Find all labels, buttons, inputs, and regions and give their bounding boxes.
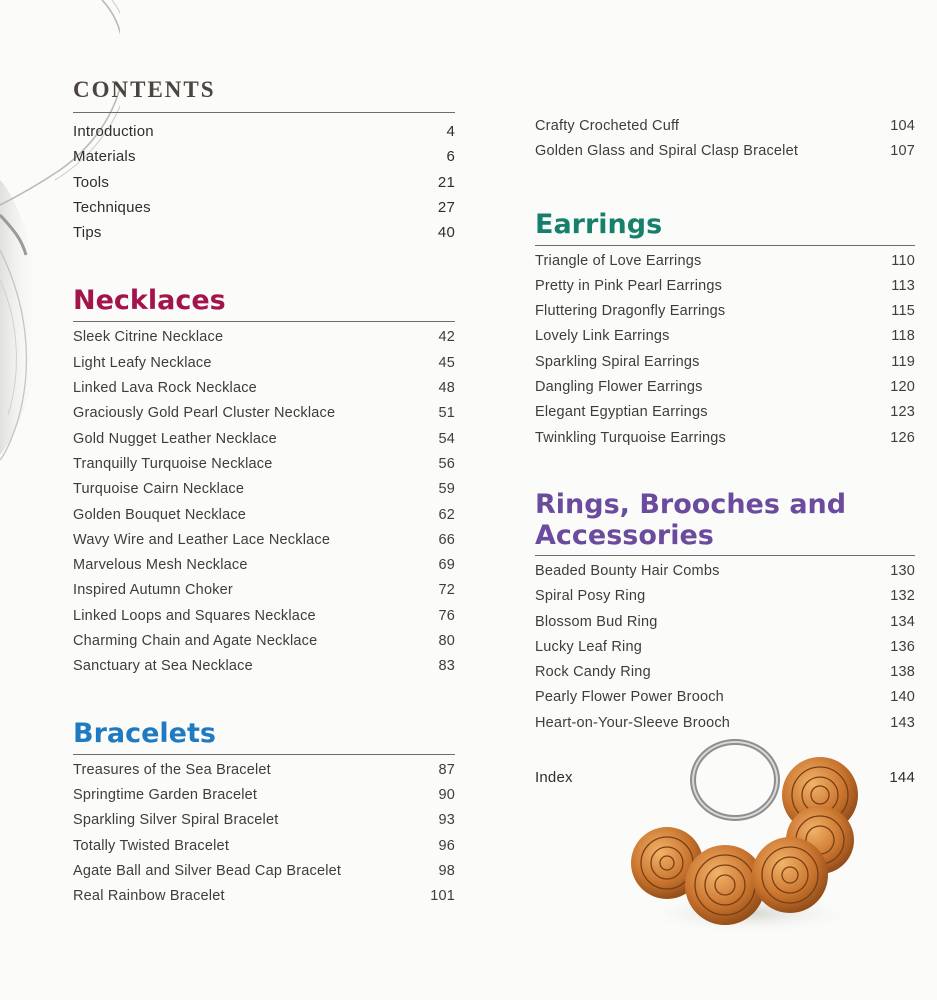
toc-entry[interactable] <box>73 557 455 582</box>
entry-title: Treasures of the Sea Bracelet <box>73 761 271 778</box>
toc-entry[interactable] <box>535 614 915 639</box>
toc-entry[interactable] <box>535 354 915 379</box>
entry-title: Golden Glass and Spiral Clasp Bracelet <box>535 143 799 160</box>
entry-page: 87 <box>438 761 455 778</box>
toc-entry[interactable] <box>73 812 455 837</box>
bracelets-heading: Bracelets <box>73 718 455 755</box>
entry-title: Linked Loops and Squares Necklace <box>73 607 316 624</box>
entry-page: 59 <box>438 481 455 498</box>
toc-entry[interactable] <box>535 253 915 278</box>
toc-entry[interactable] <box>535 278 915 303</box>
entry-title: Tranquilly Turquoise Necklace <box>73 455 273 472</box>
toc-entry[interactable] <box>73 787 455 812</box>
entry-page: 107 <box>890 143 915 160</box>
entry-page: 56 <box>438 455 455 472</box>
entry-page: 98 <box>438 862 455 879</box>
entry-title: Introduction <box>73 123 154 140</box>
toc-entry[interactable] <box>535 639 915 664</box>
toc-entry[interactable] <box>73 762 455 787</box>
necklaces-heading: Necklaces <box>73 285 455 322</box>
entry-page: 83 <box>438 658 455 675</box>
bracelets-list <box>73 762 455 914</box>
entry-page: 130 <box>890 562 915 579</box>
entry-page: 126 <box>890 429 915 446</box>
entry-page: 138 <box>890 664 915 681</box>
entry-title: Heart-on-Your-Sleeve Brooch <box>535 714 731 731</box>
toc-entry[interactable] <box>73 608 455 633</box>
entry-page: 62 <box>438 506 455 523</box>
entry-title: Totally Twisted Bracelet <box>73 837 230 854</box>
entry-page: 21 <box>437 173 455 191</box>
bracelets-list-continued <box>535 118 915 169</box>
intro-list <box>73 123 455 249</box>
entry-title: Golden Bouquet Necklace <box>73 506 247 523</box>
entry-title: Gold Nugget Leather Necklace <box>73 430 277 447</box>
entry-page: 27 <box>437 198 455 216</box>
entry-title: Sparkling Silver Spiral Bracelet <box>73 812 279 829</box>
entry-title: Agate Ball and Silver Bead Cap Bracelet <box>73 862 342 879</box>
entry-page: 115 <box>891 303 915 320</box>
entry-page: 96 <box>438 837 455 854</box>
entry-title: Inspired Autumn Choker <box>73 582 233 599</box>
entry-page: 69 <box>438 557 455 574</box>
entry-page: 51 <box>438 405 455 422</box>
entry-page: 76 <box>438 607 455 624</box>
toc-entry[interactable] <box>73 582 455 607</box>
entry-title: Tips <box>73 224 102 242</box>
toc-entry[interactable] <box>535 379 915 404</box>
left-column <box>73 76 455 913</box>
entry-page: 4 <box>446 123 455 140</box>
entry-page: 134 <box>890 613 915 630</box>
rings-heading-line1: Rings, Brooches and <box>535 488 847 520</box>
entry-page: 54 <box>438 430 455 447</box>
toc-entry[interactable] <box>73 431 455 456</box>
toc-entry[interactable] <box>535 328 915 353</box>
entry-page: 66 <box>438 531 455 548</box>
entry-title: Linked Lava Rock Necklace <box>73 380 257 397</box>
entry-page: 80 <box>438 633 455 650</box>
entry-title: Tools <box>73 173 110 191</box>
entry-title: Pretty in Pink Pearl Earrings <box>535 277 723 294</box>
toc-entry[interactable] <box>535 143 915 168</box>
entry-page: 101 <box>430 888 455 905</box>
earrings-section <box>535 209 915 455</box>
toc-entry[interactable] <box>73 863 455 888</box>
toc-entry[interactable] <box>535 404 915 429</box>
entry-title: Graciously Gold Pearl Cluster Necklace <box>73 405 336 422</box>
entry-title: Sleek Citrine Necklace <box>73 329 224 346</box>
necklaces-section <box>73 285 455 683</box>
entry-page: 72 <box>438 582 455 599</box>
entry-page: 119 <box>891 353 915 370</box>
entry-page: 120 <box>890 379 915 396</box>
earrings-heading: Earrings <box>535 209 915 246</box>
entry-title: Beaded Bounty Hair Combs <box>535 562 720 579</box>
entry-title: Lucky Leaf Ring <box>535 638 642 655</box>
entry-title: Twinkling Turquoise Earrings <box>535 429 726 446</box>
entry-page: 48 <box>438 380 455 397</box>
toc-entry[interactable] <box>535 588 915 613</box>
entry-title: Turquoise Cairn Necklace <box>73 481 245 498</box>
toc-entry[interactable] <box>535 689 915 714</box>
entry-title: Materials <box>73 148 136 166</box>
rings-list <box>535 563 915 740</box>
entry-title: Springtime Garden Bracelet <box>73 786 258 803</box>
toc-entry[interactable] <box>535 430 915 455</box>
entry-title: Sanctuary at Sea Necklace <box>73 658 253 675</box>
entry-title: Techniques <box>73 198 151 216</box>
entry-page: 144 <box>889 769 915 787</box>
entry-title: Real Rainbow Bracelet <box>73 888 225 905</box>
toc-entry[interactable] <box>73 633 455 658</box>
entry-title: Lovely Link Earrings <box>535 328 670 345</box>
toc-entry[interactable] <box>73 532 455 557</box>
entry-title: Marvelous Mesh Necklace <box>73 557 248 574</box>
bracelets-section <box>73 718 455 914</box>
entry-title: Spiral Posy Ring <box>535 588 646 605</box>
toc-entry-introduction[interactable] <box>73 123 455 148</box>
toc-entry[interactable] <box>73 658 455 683</box>
toc-entry[interactable] <box>73 329 455 354</box>
entry-page: 6 <box>446 148 455 166</box>
entry-page: 140 <box>890 689 915 706</box>
entry-title: Rock Candy Ring <box>535 664 651 681</box>
copper-spiral-ring-image <box>625 735 865 935</box>
entry-title: Blossom Bud Ring <box>535 613 658 630</box>
entry-page: 123 <box>890 404 915 421</box>
entry-page: 110 <box>891 252 915 269</box>
toc-entry-tools[interactable] <box>73 174 455 199</box>
toc-entry[interactable] <box>73 888 455 913</box>
earrings-list <box>535 253 915 455</box>
entry-title: Light Leafy Necklace <box>73 354 212 371</box>
entry-page: 42 <box>438 329 455 346</box>
toc-entry[interactable] <box>73 481 455 506</box>
entry-page: 136 <box>890 638 915 655</box>
rings-heading-line2: Accessories <box>535 519 714 551</box>
entry-page: 118 <box>891 328 915 345</box>
entry-page: 90 <box>438 786 455 803</box>
toc-entry[interactable] <box>535 118 915 143</box>
entry-title: Charming Chain and Agate Necklace <box>73 633 318 650</box>
necklaces-list <box>73 329 455 683</box>
entry-title: Sparkling Spiral Earrings <box>535 353 700 370</box>
toc-entry[interactable] <box>73 456 455 481</box>
right-column <box>535 118 915 794</box>
entry-page: 45 <box>438 354 455 371</box>
entry-title: Index <box>535 769 573 787</box>
entry-title: Elegant Egyptian Earrings <box>535 404 708 421</box>
toc-entry[interactable] <box>73 380 455 405</box>
toc-entry-techniques[interactable] <box>73 199 455 224</box>
entry-page: 113 <box>891 277 915 294</box>
entry-title: Dangling Flower Earrings <box>535 379 703 396</box>
toc-entry[interactable] <box>73 405 455 430</box>
toc-entry-tips[interactable] <box>73 224 455 249</box>
toc-entry-materials[interactable] <box>73 148 455 173</box>
entry-page: 93 <box>438 812 455 829</box>
entry-title: Wavy Wire and Leather Lace Necklace <box>73 531 331 548</box>
entry-page: 104 <box>890 118 915 134</box>
entry-title: Triangle of Love Earrings <box>535 252 702 269</box>
entry-page: 40 <box>437 224 455 242</box>
entry-title: Pearly Flower Power Brooch <box>535 689 724 706</box>
toc-entry[interactable] <box>73 507 455 532</box>
rings-section <box>535 489 915 740</box>
entry-page: 143 <box>890 714 915 731</box>
toc-entry[interactable] <box>73 838 455 863</box>
toc-entry[interactable] <box>535 563 915 588</box>
entry-title: Crafty Crocheted Cuff <box>535 118 680 134</box>
rings-heading <box>535 489 915 556</box>
contents-heading: CONTENTS <box>73 76 455 113</box>
entry-page: 132 <box>890 588 915 605</box>
toc-entry[interactable] <box>535 664 915 689</box>
toc-entry[interactable] <box>535 303 915 328</box>
entry-title: Fluttering Dragonfly Earrings <box>535 303 726 320</box>
toc-entry[interactable] <box>73 355 455 380</box>
